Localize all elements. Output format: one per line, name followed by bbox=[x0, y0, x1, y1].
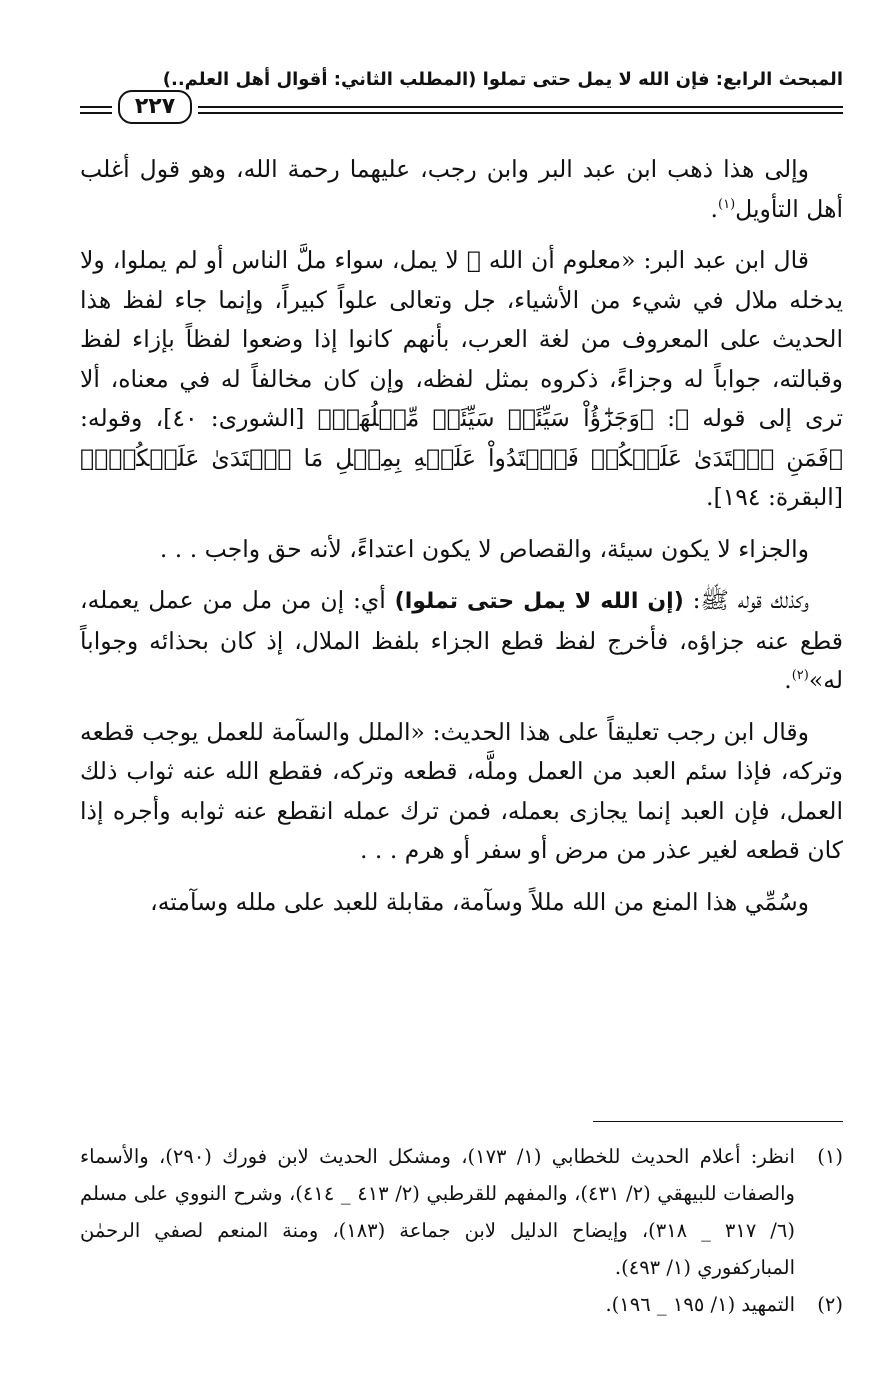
paragraph-4-start: وكذلك قوله ﷺ: bbox=[683, 586, 809, 614]
paragraph-5: وقال ابن رجب تعليقاً على هذا الحديث: «الملل والسآمة للعمل يوجب قطعه وتركه، فإذا سئم العبد من العمل وملَّه، قطعه وتركه، فقطع الله عنه ثواب ذلك العمل، فإن العبد إنما يجازى بعمله، فمن ترك عمله انقطع عنه ثوابه وأجره إذا كان قطعه لغير عذر من مرض أو سفر أو هرم . . . bbox=[80, 717, 843, 864]
hadith-quote: (إن الله لا يمل حتى تملوا) bbox=[394, 589, 684, 614]
header-rule-right-2 bbox=[198, 112, 843, 114]
paragraph-1-text: وإلى هذا ذهب ابن عبد البر وابن رجب، عليهما رحمة الله، وهو قول أغلب أهل التأويل bbox=[80, 155, 843, 223]
header-rule-right bbox=[198, 106, 843, 108]
main-text bbox=[80, 150, 843, 934]
footnote-1-number: (١) bbox=[817, 1145, 843, 1168]
footnotes bbox=[80, 1138, 843, 1323]
footnote-ref-1: (١) bbox=[718, 196, 736, 212]
header-rule-left bbox=[80, 106, 112, 108]
footnote-2 bbox=[80, 1286, 843, 1323]
footnote-2-number: (٢) bbox=[817, 1293, 843, 1316]
paragraph-1-end: . bbox=[710, 194, 719, 223]
header-rule-left-2 bbox=[80, 112, 112, 114]
footnote-2-text: التمهيد (١/ ١٩٥ _ ١٩٦). bbox=[605, 1293, 795, 1316]
paragraph-1 bbox=[80, 150, 843, 229]
paragraph-6: وسُمِّي هذا المنع من الله مللاً وسآمة، مقابلة للعبد على ملله وسآمته، bbox=[150, 887, 809, 916]
footnote-1-text: انظر: أعلام الحديث للخطابي (١/ ١٧٣)، ومشكل الحديث لابن فورك (٢٩٠)، والأسماء والصفات للبيهقي (٢/ ٤٣١)، والمفهم للقرطبي (٢/ ٤١٣ _ ٤١٤)، وشرح النووي على مسلم (٦/ ٣١٧ _ ٣١٨)، وإيضاح الدليل لابن جماعة (١٨٣)، ومنة المنعم لصفي الرحمٰن المباركفوري (١/ ٤٩٣). bbox=[80, 1145, 795, 1279]
page-number: ٢٢٧ bbox=[118, 90, 192, 124]
footnote-separator bbox=[593, 1121, 843, 1122]
paragraph-3: والجزاء لا يكون سيئة، والقصاص لا يكون اعتداءً، لأنه حق واجب . . . bbox=[159, 534, 809, 563]
footnote-1 bbox=[80, 1138, 843, 1286]
footnote-ref-2: (٢) bbox=[791, 668, 809, 684]
paragraph-4 bbox=[80, 581, 843, 701]
running-header-title: المبحث الرابع: فإن الله لا يمل حتى تملوا (المطلب الثاني: أقوال أهل العلم..) bbox=[162, 69, 843, 90]
paragraph-2: قال ابن عبد البر: «معلوم أن الله ﷻ لا يمل، سواء ملَّ الناس أو لم يملوا، ولا يدخله ملال في شيء من الأشياء، جل وتعالى علواً كبيراً، وإنما جاء لفظ هذا الحديث على المعروف من لغة العرب، بأنهم كانوا إذا وضعوا لفظاً بإزاء لفظ وقبالته، جواباً له وجزاءً، ذكروه بمثل لفظه، وإن كان مخالفاً له في معناه، ألا ترى إلى قوله ﷻ: ﴿وَجَزَٰٓؤُاْ سَيِّئَةٖ سَيِّئَةٞ مِّثۡلُهَاۚ﴾ [الشورى: ٤٠]، وقوله: ﴿فَمَنِ ٱعۡتَدَىٰ عَلَيۡكُمۡ فَٱعۡتَدُواْ عَلَيۡهِ بِمِثۡلِ مَا ٱعۡتَدَىٰ عَلَيۡكُمۡۚ﴾ [البقرة: ١٩٤]. bbox=[80, 246, 844, 511]
paragraph-4-end: . bbox=[784, 666, 792, 694]
paragraph-4-text: أي: إن من مل من عمل يعمله، قطع عنه جزاؤه، فأخرج لفظ قطع الجزاء بلفظ الملال، إذ كان بحذائه وجواباً له» bbox=[80, 586, 843, 694]
